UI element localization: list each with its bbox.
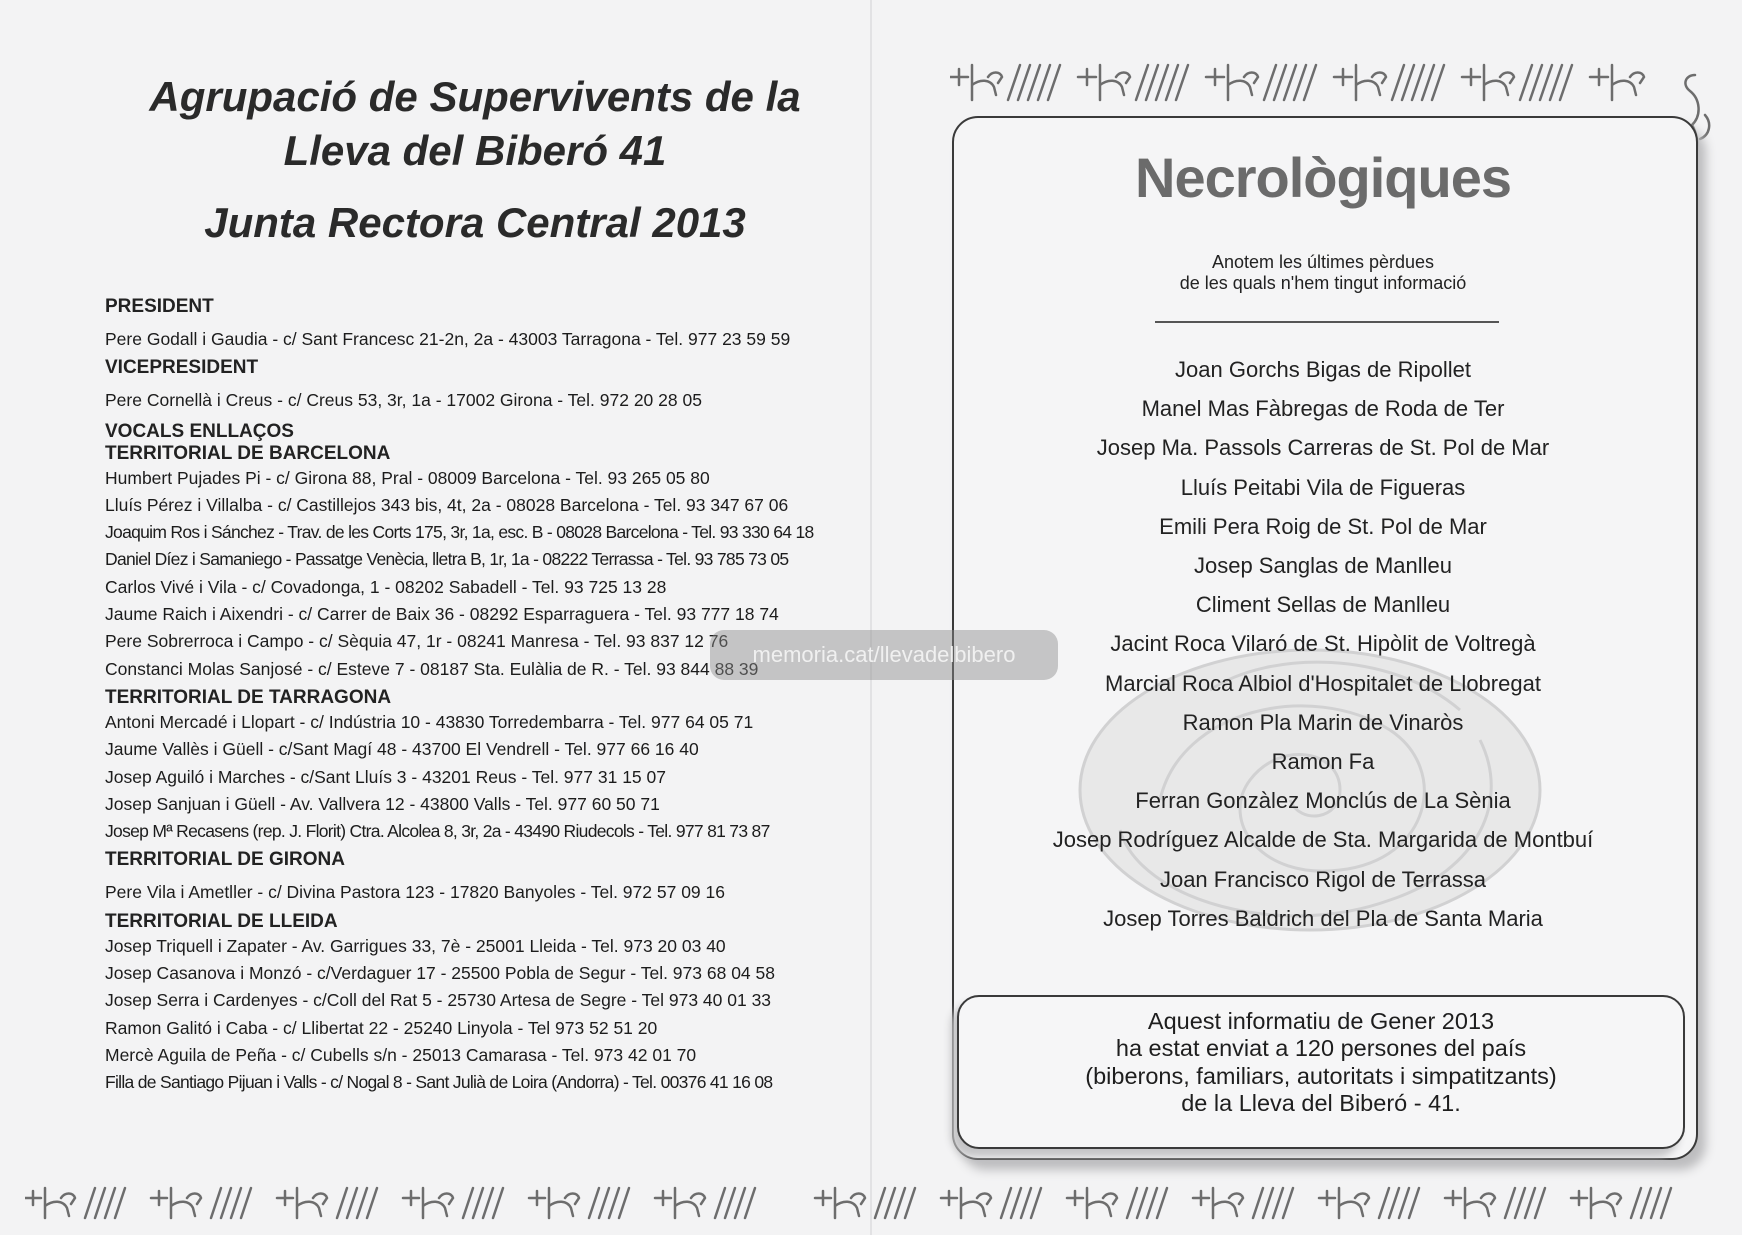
- section-vicepresident: [105, 357, 875, 414]
- intro-line: Anotem les últimes pèrdues: [1211, 252, 1435, 272]
- member-entry: Pere Sobrerroca i Campo - c/ Sèquia 47, 1r - 08241 Manresa - Tel. 93 837 12 76: [105, 631, 729, 652]
- list-item: Josep Rodríguez Alcalde de Sta. Margarida de Montbuí: [1052, 827, 1594, 853]
- obituary-list: [952, 350, 1694, 938]
- org-title-line2: Lleva del Biberó 41: [283, 127, 667, 174]
- notice-line: (biberons, familiars, autoritats i simpatitzants): [1085, 1062, 1557, 1089]
- notice-line: Aquest informatiu de Gener 2013: [1147, 1008, 1495, 1034]
- member-entry: Mercè Aguila de Peña - c/ Cubells s/n - 25013 Camarasa - Tel. 973 42 01 70: [105, 1044, 697, 1065]
- section-title: TERRITORIAL DE TARRAGONA: [105, 686, 392, 708]
- section-title: TERRITORIAL DE LLEIDA: [105, 910, 338, 932]
- member-entry: Daniel Díez i Samaniego - Passatge Venècia, lletra B, 1r, 1a - 08222 Terrassa - Tel. 93 785 73 05: [105, 549, 789, 570]
- section-title: PRESIDENT: [105, 296, 214, 317]
- section-tarragona: [105, 687, 875, 845]
- list-item: Josep Torres Baldrich del Pla de Santa Maria: [1103, 905, 1543, 931]
- obituaries-intro: [952, 252, 1694, 294]
- section-girona: [105, 849, 875, 906]
- list-item: Marcial Roca Albiol d'Hospitalet de Llobregat: [1105, 670, 1541, 696]
- member-entry: Pere Cornellà i Creus - c/ Creus 53, 3r, 1a - 17002 Girona - Tel. 972 20 28 05: [105, 390, 702, 411]
- member-entry: Josep Mª Recasens (rep. J. Florit) Ctra. Alcolea 8, 3r, 2a - 43490 Riudecols - Tel. 977 81 73 87: [105, 821, 770, 842]
- section-title: VOCALS ENLLAÇOS: [105, 420, 294, 442]
- section-title: TERRITORIAL DE GIRONA: [105, 849, 345, 871]
- board-title: Junta Rectora Central 2013: [204, 199, 746, 246]
- watermark-overlay: memoria.cat/llevadelbibero: [710, 630, 1058, 680]
- list-item: Emili Pera Roig de St. Pol de Mar: [1159, 513, 1487, 539]
- list-item: Lluís Peitabi Vila de Figueras: [1180, 474, 1466, 500]
- member-entry: Josep Triquell i Zapater - Av. Garrigues 33, 7è - 25001 Lleida - Tel. 973 20 03 40: [105, 935, 726, 956]
- member-entry: Jaume Raich i Aixendri - c/ Carrer de Baix 36 - 08292 Esparraguera - Tel. 93 777 18 74: [105, 604, 779, 625]
- list-item: Ramon Fa: [1271, 749, 1375, 775]
- member-entry: Humbert Pujades Pi - c/ Girona 88, Pral - 08009 Barcelona - Tel. 93 265 05 80: [105, 467, 710, 488]
- obituaries-title: Necrològiques: [1135, 146, 1511, 209]
- section-lleida: [105, 911, 875, 1097]
- member-entry: Josep Sanjuan i Güell - Av. Vallvera 12 - 43800 Valls - Tel. 977 60 50 71: [105, 793, 660, 814]
- member-entry: Filla de Santiago Pijuan i Valls - c/ Nogal 8 - Sant Julià de Loira (Andorra) - Tel. 00376 41 16 08: [105, 1072, 773, 1093]
- notice-text: [957, 1008, 1685, 1117]
- member-entry: Ramon Galitó i Caba - c/ Llibertat 22 - 25240 Linyola - Tel 973 52 51 20: [105, 1017, 658, 1038]
- list-item: Ferran Gonzàlez Monclús de La Sènia: [1135, 788, 1511, 814]
- organization-header: [105, 70, 875, 250]
- section-subtitle: TERRITORIAL DE BARCELONA: [105, 442, 391, 464]
- list-item: Climent Sellas de Manlleu: [1195, 592, 1451, 618]
- list-item: Joan Gorchs Bigas de Ripollet: [1175, 357, 1471, 382]
- notice-line: de la Lleva del Biberó - 41.: [1181, 1089, 1461, 1116]
- list-item: Ramon Pla Marin de Vinaròs: [1182, 709, 1464, 735]
- member-entry: Josep Aguiló i Marches - c/Sant Lluís 3 - 43201 Reus - Tel. 977 31 15 07: [105, 766, 666, 787]
- member-entry: Jaume Vallès i Güell - c/Sant Magí 48 - 43700 El Vendrell - Tel. 977 66 16 40: [105, 739, 699, 760]
- member-entry: Josep Casanova i Monzó - c/Verdaguer 17 - 25500 Pobla de Segur - Tel. 973 68 04 58: [105, 963, 775, 984]
- list-item: Josep Ma. Passols Carreras de St. Pol de Mar: [1096, 435, 1550, 461]
- list-item: Manel Mas Fàbregas de Roda de Ter: [1141, 396, 1505, 422]
- left-page: [105, 70, 875, 1097]
- member-entry: Pere Godall i Gaudia - c/ Sant Francesc 21-2n, 2a - 43003 Tarragona - Tel. 977 23 59 59: [105, 329, 791, 349]
- member-entry: Constanci Molas Sanjosé - c/ Esteve 7 - 08187 Sta. Eulàlia de R. - Tel. 93 844 88 39: [105, 658, 759, 679]
- bottom-ornament-border: [25, 1182, 1735, 1227]
- list-item: Josep Sanglas de Manlleu: [1193, 553, 1453, 579]
- notice-line: ha estat enviat a 120 persones del país: [1115, 1035, 1527, 1062]
- section-president: [105, 296, 875, 353]
- section-title: VICEPRESIDENT: [105, 357, 259, 379]
- member-entry: Antoni Mercadé i Llopart - c/ Indústria 10 - 43830 Torredembarra - Tel. 977 64 05 71: [105, 711, 754, 732]
- list-item: Joan Francisco Rigol de Terrassa: [1159, 866, 1487, 892]
- member-entry: Josep Serra i Cardenyes - c/Coll del Rat 5 - 25730 Artesa de Segre - Tel 973 40 01 33: [105, 990, 772, 1011]
- divider: [1155, 321, 1499, 323]
- intro-line: de les quals n'hem tingut informació: [1179, 273, 1467, 293]
- list-item: Jacint Roca Vilaró de St. Hipòlit de Voltregà: [1110, 631, 1536, 657]
- member-entry: Pere Vila i Ametller - c/ Divina Pastora 123 - 17820 Banyoles - Tel. 972 57 09 16: [105, 882, 725, 903]
- org-title-line1: Agrupació de Supervivents de la: [149, 73, 801, 120]
- member-entry: Joaquim Ros i Sánchez - Trav. de les Corts 175, 3r, 1a, esc. B - 08028 Barcelona - Tel. 93 330 64 18: [105, 522, 814, 543]
- member-entry: Carlos Vivé i Vila - c/ Covadonga, 1 - 08202 Sabadell - Tel. 93 725 13 28: [105, 576, 667, 597]
- member-entry: Lluís Pérez i Villalba - c/ Castillejos 343 bis, 4t, 2a - 08028 Barcelona - Tel. 93 347 67 06: [105, 494, 789, 515]
